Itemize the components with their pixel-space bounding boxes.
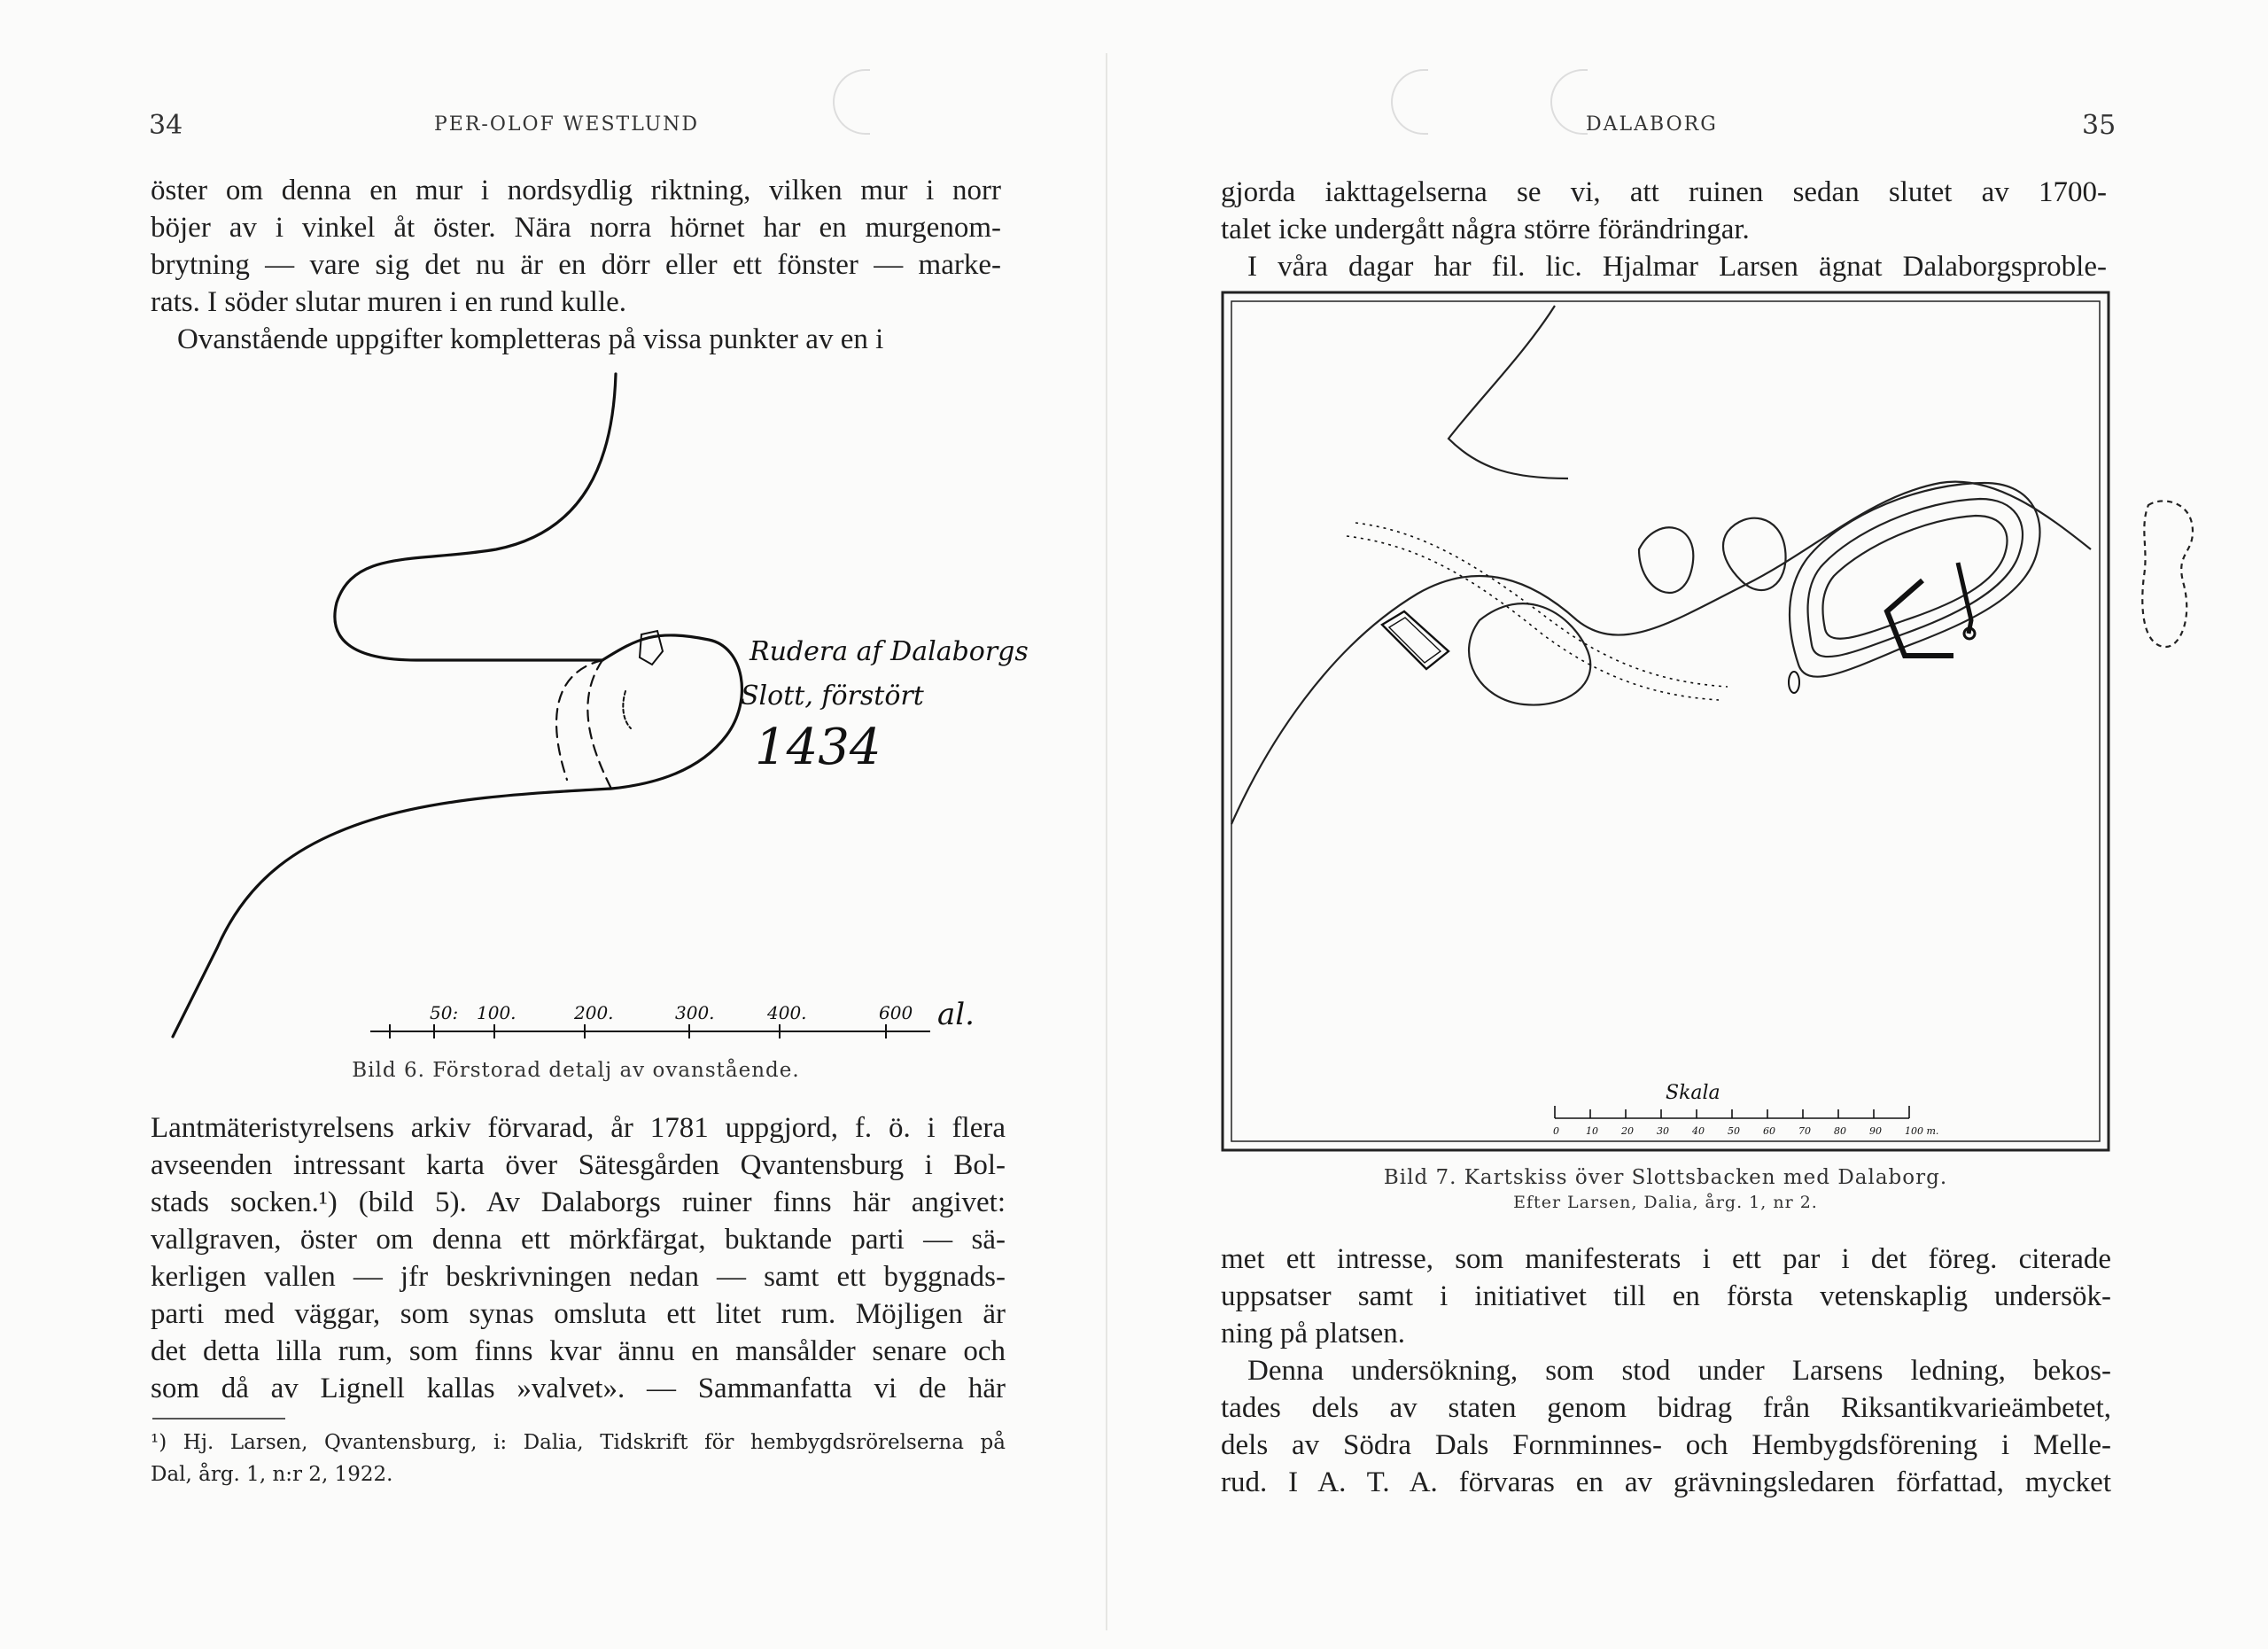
text-line: brytning — vare sig det nu är en dörr eller ett fönster — marke- — [151, 249, 1001, 281]
text-line: talet icke undergått några större förändringar. — [1221, 214, 1750, 245]
text-line: avseenden intressant karta över Sätesgården Qvantensburg i Bol- — [151, 1149, 1006, 1181]
text-line: öster om denna en mur i nordsydlig riktning, vilken mur i norr — [151, 175, 1001, 206]
scale-tick-label: 400. — [767, 1002, 807, 1023]
text-line: parti med väggar, som synas omsluta ett litet rum. Möjligen är — [151, 1298, 1006, 1330]
contour-hill-2 — [1808, 499, 2023, 657]
scale-tick-label: 200. — [574, 1002, 614, 1023]
shoreline-lower — [173, 635, 742, 1037]
running-head-right: DALABORG — [1586, 113, 1718, 136]
map-scale-tick-label: 100 m. — [1905, 1125, 1939, 1137]
text-line: tades dels av staten genom bidrag från Riksantikvarieämbetet, — [1221, 1392, 2111, 1424]
text-line: Denna undersökning, som stod under Larsens ledning, bekos- — [1247, 1355, 2111, 1387]
running-head-left: PER-OLOF WESTLUND — [434, 113, 700, 136]
figure-caption-bild-7 — [1285, 1166, 2047, 1212]
map-scale-title: Skala — [1666, 1082, 1720, 1104]
rampart-mark — [623, 691, 631, 728]
moat-line-1 — [556, 660, 602, 780]
right-page — [1107, 0, 2268, 1649]
scale-tick-label: 50: — [430, 1002, 459, 1023]
inscription-year: 1434 — [755, 719, 882, 776]
map-scale-tick-label: 20 — [1621, 1125, 1634, 1137]
map-scale-tick-label: 0 — [1553, 1125, 1559, 1137]
scale-tick-label: 100. — [477, 1002, 517, 1023]
text-line: det detta lilla rum, som finns kvar ännu en mansålder senare och — [151, 1335, 1006, 1367]
map-scale-tick-label: 40 — [1692, 1125, 1705, 1137]
map-scale-tick-label: 90 — [1869, 1125, 1882, 1137]
scale-tick-label: 300. — [675, 1002, 715, 1023]
text-line: dels av Södra Dals Fornminnes- och Hembygdsförening i Melle- — [1221, 1429, 2111, 1461]
contour-east-knoll — [2142, 501, 2193, 647]
figure-caption-bild-6: Bild 6. Förstorad detalj av ovanstående. — [352, 1059, 800, 1082]
text-line: I våra dagar har fil. lic. Hjalmar Larsen ägnat Dalaborgsproble- — [1247, 251, 2107, 283]
text-line: Lantmäteristyrelsens arkiv förvarad, år 1781 uppgjord, f. ö. i flera — [151, 1112, 1006, 1144]
footnote — [151, 1427, 1006, 1490]
text-line: gjorda iakttagelserna se vi, att ruinen sedan slutet av 1700- — [1221, 176, 2107, 208]
contour-3 — [1639, 527, 1693, 593]
map-scale-tick-label: 30 — [1657, 1125, 1669, 1137]
footnote-line: ¹) Hj. Larsen, Qvantensburg, i: Dalia, Tidskrift för hembygdsrörelserna på — [151, 1431, 1006, 1454]
text-line: böjer av i vinkel åt öster. Nära norra hörnet har en murgenom- — [151, 212, 1001, 244]
text-line: kerligen vallen — jfr beskrivningen nedan — samt ett byggnads- — [151, 1261, 1006, 1293]
text-line: stads socken.¹) (bild 5). Av Dalaborgs ruiner finns här angivet: — [151, 1186, 1006, 1218]
path-dotted-2 — [1347, 536, 1719, 700]
scale-tick-label: 600 — [879, 1002, 913, 1023]
text-line: rud. I A. T. A. förvaras en av grävningsledaren författad, mycket — [1221, 1466, 2111, 1498]
contour-outer — [1231, 482, 2091, 824]
scale-unit: al. — [937, 997, 975, 1032]
path-dotted-1 — [1355, 523, 1728, 687]
caption-line: Bild 7. Kartskiss över Slottsbacken med Dalaborg. — [1383, 1166, 1948, 1189]
map-scale-tick-label: 50 — [1728, 1125, 1740, 1137]
text-line: som då av Lignell kallas »valvet». — Sammanfatta vi de här — [151, 1373, 1006, 1404]
inscription-line-2: Slott, förstört — [741, 681, 924, 712]
text-line: Ovanstående uppgifter kompletteras på vissa punkter av en i — [177, 323, 884, 355]
shoreline — [1449, 306, 1568, 478]
inscription-line-1: Rudera af Dalaborgs — [750, 636, 1029, 667]
ruin-west — [1382, 611, 1449, 669]
small-knoll — [1789, 672, 1799, 693]
left-page — [0, 0, 1107, 1649]
map-scale-tick-label: 10 — [1586, 1125, 1598, 1137]
scale-bar — [370, 1024, 930, 1038]
map-scale-tick-label: 70 — [1798, 1125, 1811, 1137]
page-number-left: 34 — [149, 110, 183, 141]
contour-2 — [1469, 603, 1590, 704]
map-scale-bar — [1555, 1106, 1909, 1118]
caption-line: Efter Larsen, Dalia, årg. 1, nr 2. — [1513, 1193, 1818, 1212]
map-scale-tick-label: 60 — [1763, 1125, 1775, 1137]
map-frame-outer — [1223, 292, 2109, 1150]
text-line: uppsatser samt i initiativet till en första vetenskaplig undersök- — [1221, 1280, 2111, 1312]
text-line: vallgraven, öster om denna ett mörkfärgat, buktande parti — sä- — [151, 1224, 1006, 1256]
page-number-right: 35 — [2082, 110, 2117, 141]
right-text-bottom — [1221, 1241, 2111, 1501]
footnote-line: Dal, årg. 1, n:r 2, 1922. — [151, 1463, 393, 1486]
left-text-bottom — [151, 1109, 1006, 1407]
shoreline-upper — [335, 374, 616, 660]
moat-line-2 — [587, 660, 611, 789]
text-line: ning på platsen. — [1221, 1318, 1406, 1350]
contour-hill-3 — [1822, 516, 2007, 639]
footnote-rule — [152, 1418, 285, 1420]
map-scale-tick-label: 80 — [1834, 1125, 1846, 1137]
text-line: rats. I söder slutar muren i en rund kulle. — [151, 286, 627, 318]
text-line: met ett intresse, som manifesterats i ett par i det föreg. citerade — [1221, 1243, 2111, 1275]
map-frame-inner — [1231, 301, 2100, 1141]
